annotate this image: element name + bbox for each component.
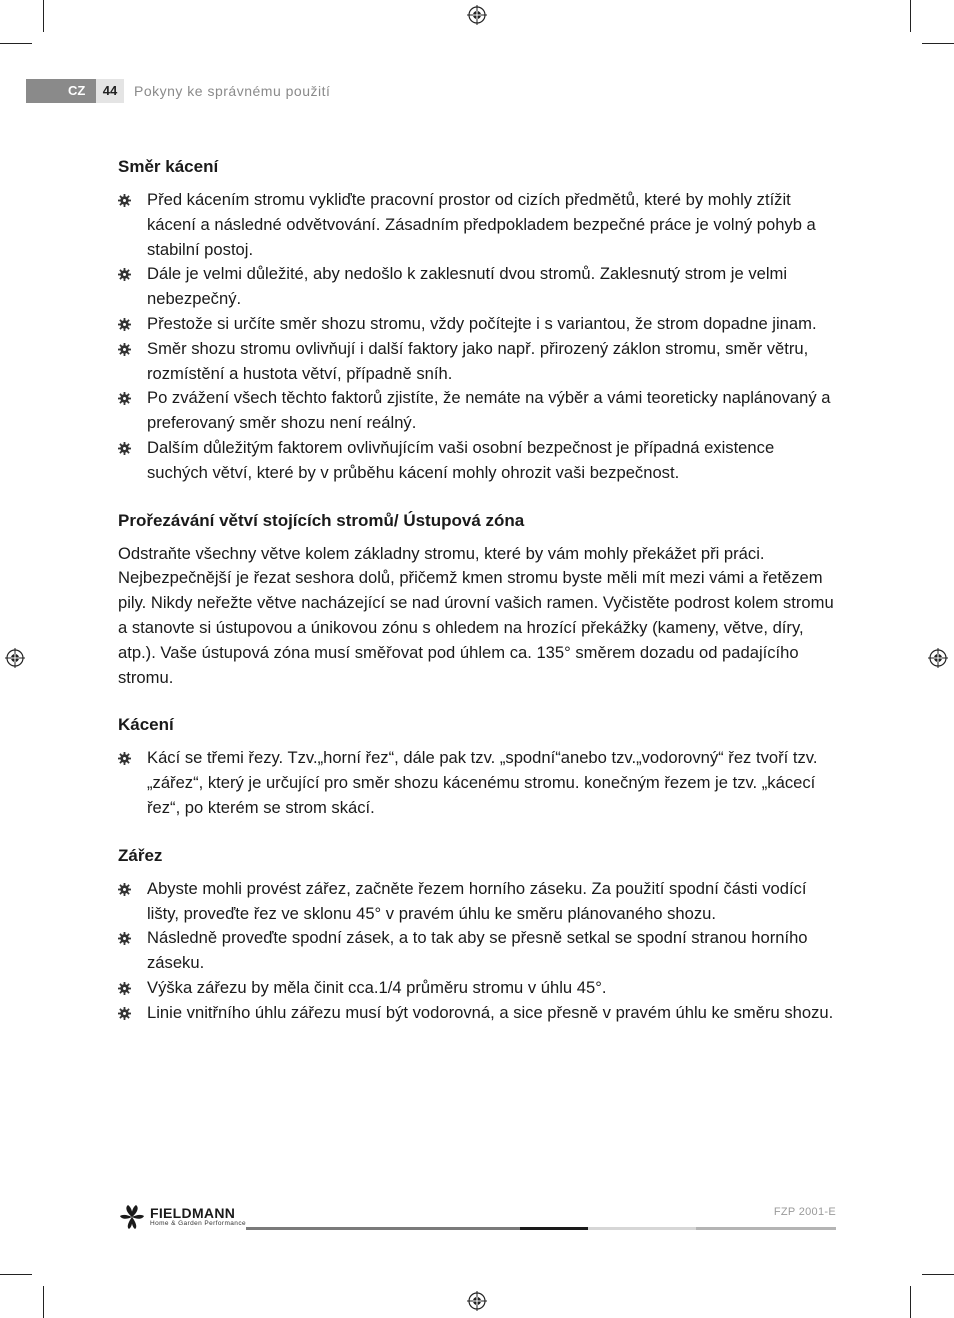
section-smer-kaceni	[118, 156, 836, 486]
list-item-text: Po zvážení všech těchto faktorů zjistíte, že nemáte na výběr a vámi teoreticky naplánovaný a preferovaný směr shozu není reálný.	[147, 388, 831, 433]
crop-mark	[922, 1274, 954, 1275]
footer-bar-gray	[246, 1227, 520, 1230]
bullet-list	[118, 188, 836, 486]
page-number: 44	[96, 79, 124, 103]
gear-bullet-icon	[118, 268, 131, 281]
crop-mark	[910, 0, 911, 32]
list-item	[118, 976, 836, 1001]
section-heading: Směr kácení	[118, 157, 219, 176]
gear-bullet-icon	[118, 343, 131, 356]
list-item	[118, 1001, 836, 1026]
section-prorezavani	[118, 510, 836, 691]
section-heading: Kácení	[118, 715, 174, 735]
list-item-text: Kácí se třemi řezy. Tzv.„horní řez“, dále pak tzv. „spodní“anebo tzv.„vodorovný“ řez tvoří tzv. „zářez“, který je určující pro směr shozu kácenému stromu. konečným řezem je tzv. „kácecí řez“, po kterém se strom skácí.	[147, 748, 818, 817]
list-item-text: Přestože si určíte směr shozu stromu, vždy počítejte i s variantou, že strom dopadne jinam.	[147, 313, 817, 333]
registration-mark-icon	[5, 648, 25, 668]
list-item-text: Abyste mohli provést zářez, začněte řezem horního záseku. Za použití spodní části vodící lišty, proveďte řez ve sklonu 45° v pravém úhlu ke směru plánovaného shozu.	[147, 878, 807, 923]
brand-tagline: Home & Garden Performance	[150, 1220, 246, 1227]
list-item	[118, 746, 836, 820]
crop-mark	[43, 1286, 44, 1318]
brand-logo	[118, 1204, 246, 1230]
section-zarez	[118, 845, 836, 1026]
registration-mark-icon	[467, 1291, 487, 1311]
bullet-list	[118, 877, 836, 1026]
section-heading: Prořezávání větví stojících stromů/ Ústupová zóna	[118, 510, 525, 530]
list-item	[118, 312, 836, 337]
header-title: Pokyny ke správnému použití	[134, 83, 331, 99]
list-item-text: Dále je velmi důležité, aby nedošlo k zaklesnutí dvou stromů. Zaklesnutý strom je velmi nebezpečný.	[147, 264, 788, 309]
footer-bar-light	[588, 1227, 696, 1230]
model-number: FZP 2001-E	[773, 1206, 836, 1218]
gear-bullet-icon	[118, 442, 131, 455]
list-item-text: Před kácením stromu vykliďte pracovní prostor od cizích předmětů, které by mohly ztížit kácení a následné odvětvování. Zásadním předpokladem bezpečné práce je volný pohyb a stabilní postoj.	[147, 190, 816, 259]
gear-bullet-icon	[118, 194, 131, 207]
footer-bar-mid	[696, 1227, 836, 1230]
fieldmann-leaf-logo-icon	[118, 1204, 146, 1230]
page-header	[26, 79, 330, 103]
gear-bullet-icon	[118, 932, 131, 945]
gear-bullet-icon	[118, 883, 131, 896]
gear-bullet-icon	[118, 982, 131, 995]
list-item	[118, 386, 836, 436]
list-item	[118, 262, 836, 312]
brand-name: FIELDMANN	[150, 1205, 236, 1221]
list-item-text: Výška zářezu by měla činit cca.1/4 průměru stromu v úhlu 45°.	[147, 977, 607, 997]
registration-mark-icon	[467, 5, 487, 25]
page-content	[118, 156, 836, 1050]
list-item-text: Linie vnitřního úhlu zářezu musí být vodorovná, a sice přesně v pravém úhlu ke směru shozu.	[147, 1002, 834, 1022]
gear-bullet-icon	[118, 318, 131, 331]
list-item	[118, 877, 836, 927]
section-kaceni	[118, 714, 836, 820]
list-item	[118, 188, 836, 262]
list-item-text: Směr shozu stromu ovlivňují i další faktory jako např. přirozený záklon stromu, směr větru, rozmístění a hustota větví, případně sníh.	[147, 338, 809, 383]
brand-text	[150, 1206, 246, 1228]
crop-mark	[43, 0, 44, 32]
list-item-text: Následně proveďte spodní zásek, a to tak aby se přesně setkal se spodní stranou horního záseku.	[147, 928, 808, 973]
bullet-list	[118, 746, 836, 820]
paragraph: Odstraňte všechny větve kolem základny stromu, které by vám mohly překážet při práci. Nejbezpečnější je řezat seshora dolů, přičemž kmen stromu byste měli mít mezi vámi a řetězem pily. Nikdy neřežte větve nacházející se nad úrovní vašich ramen. Vyčistěte podrost kolem stromu a stanovte si ústupovou a únikovou zónu s ohledem na hrozící překážky (kameny, větve, díry, atp.). Vaše ústupová zóna musí směřovat pod úhlem ca. 135° směrem dozadu od padajícího stromu.	[118, 543, 834, 687]
list-item	[118, 926, 836, 976]
gear-bullet-icon	[118, 752, 131, 765]
list-item	[118, 337, 836, 387]
crop-mark	[0, 1274, 32, 1275]
registration-mark-icon	[928, 648, 948, 668]
footer-bar-dark	[520, 1227, 588, 1230]
list-item-text: Dalším důležitým faktorem ovlivňujícím vaši osobní bezpečnost je případná existence suchých větví, které by v průběhu kácení mohly ohrozit vaši bezpečnost.	[147, 437, 775, 482]
crop-mark	[0, 43, 32, 44]
crop-mark	[910, 1286, 911, 1318]
page-footer	[118, 1204, 836, 1232]
section-heading: Zářez	[118, 845, 163, 865]
gear-bullet-icon	[118, 1007, 131, 1020]
language-tag: CZ	[26, 79, 96, 103]
gear-bullet-icon	[118, 392, 131, 405]
list-item	[118, 436, 836, 486]
crop-mark	[922, 43, 954, 44]
